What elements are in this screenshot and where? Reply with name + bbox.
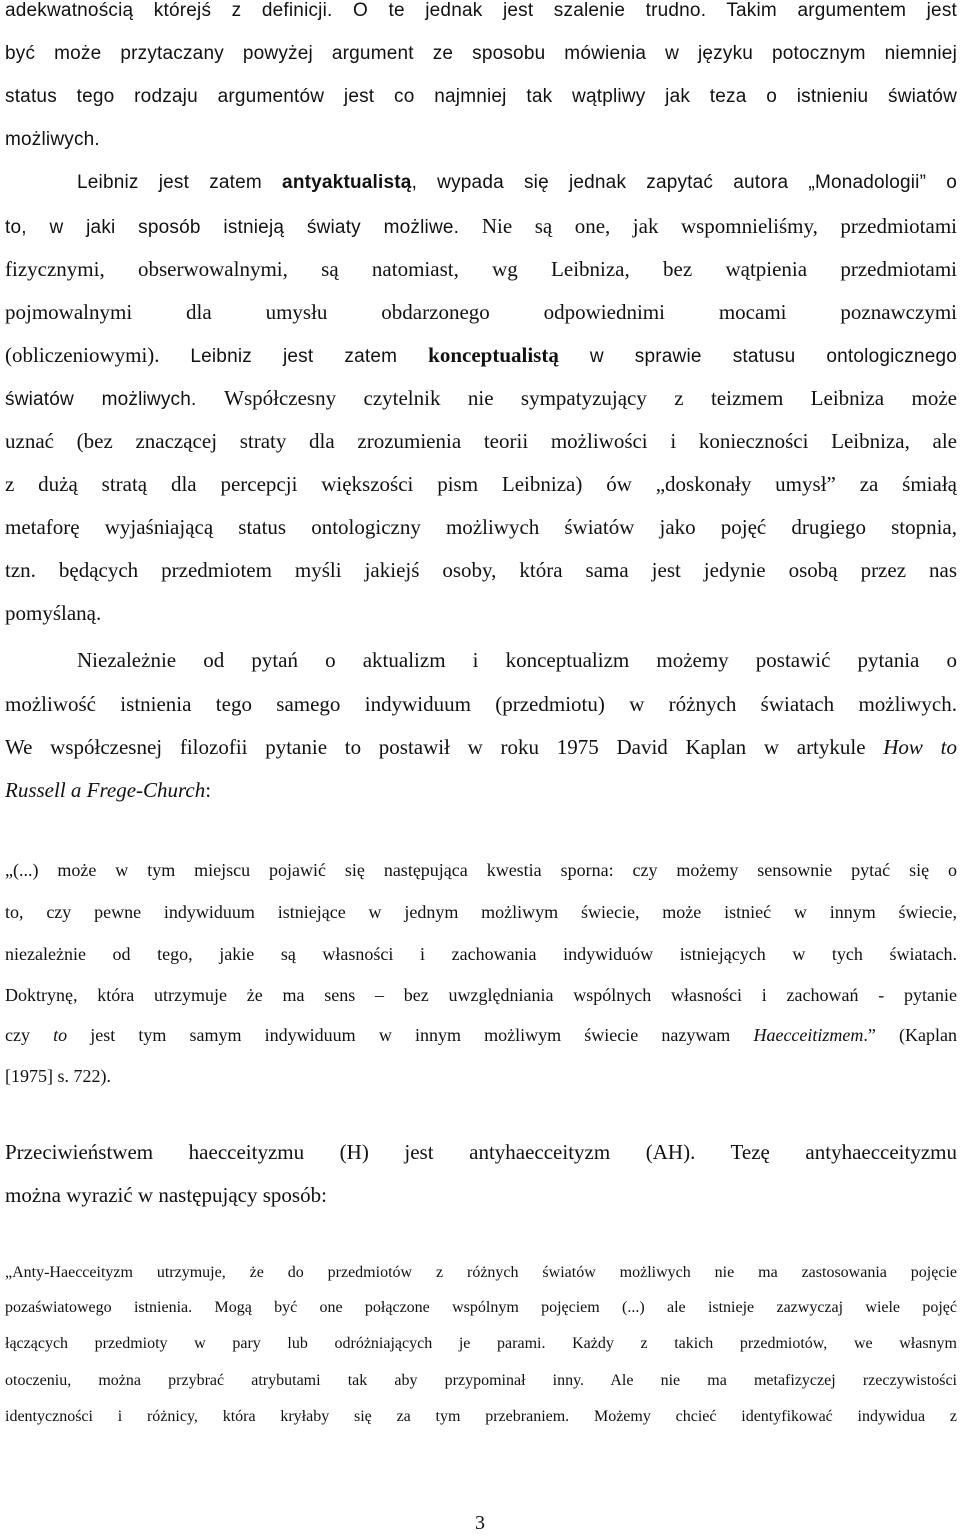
paragraph-3-line-3: We współczesnej filozofii pytanie to postawił w roku 1975 David Kaplan w artykule How to — [5, 735, 957, 759]
quote-2-line-3: łączących przedmioty w pary lub odróżniających je parami. Każdy z takich przedmiotów, we własnym — [5, 1335, 957, 1352]
paragraph-2-line-3: fizycznymi, obserwowalnymi, są natomiast, wg Leibniza, bez wątpienia przedmiotami — [5, 257, 957, 281]
term-haecceitizm: Haecceitizmem — [753, 1025, 864, 1045]
quote-1-line-6: [1975] s. 722). — [5, 1066, 111, 1086]
quote-1-line-3: niezależnie od tego, jakie są własności i zachowania indywiduów istniejących w tych światach. — [5, 944, 957, 964]
paragraph-2-line-11: pomyślaną. — [5, 601, 102, 625]
paragraph-3-line-1: Niezależnie od pytań o aktualizm i konceptualizm możemy postawić pytania o — [77, 648, 957, 672]
paragraph-1-line-2: być może przytaczany powyżej argument ze sposobu mówienia w języku potocznym niemniej — [5, 43, 957, 64]
paragraph-2-line-8: z dużą stratą dla percepcji większości pism Leibniza) ów „doskonały umysł” za śmiałą — [5, 472, 957, 496]
paragraph-1-line-4: możliwych. — [5, 129, 100, 150]
paragraph-3-line-4: Russell a Frege-Church: — [5, 778, 212, 802]
quote-2-line-2: pozaświatowego istnienia. Mogą być one połączone wspólnym pojęciem (...) ale istnieje zazwyczaj wiele pojęć — [5, 1299, 957, 1316]
term-konceptualista: konceptualistą — [428, 343, 559, 367]
paragraph-3-line-2: możliwość istnienia tego samego indywiduum (przedmiotu) w różnych światach możliwych. — [5, 692, 957, 716]
paragraph-1-line-3: status tego rodzaju argumentów jest co najmniej tak wątpliwy jak teza o istnieniu światów — [5, 86, 957, 107]
quote-1-line-4: Doktrynę, która utrzymuje że ma sens – bez uwzględniania wspólnych własności i zachowań - pytanie — [5, 985, 957, 1005]
paragraph-1-line-1: adekwatnością którejś z definicji. O te jednak jest szalenie trudno. Takim argumentem jest — [5, 0, 957, 21]
paragraph-2-line-9: metaforę wyjaśniającą status ontologiczny możliwych światów jako pojęć drugiego stopnia, — [5, 515, 957, 539]
paragraph-2-line-4: pojmowalnymi dla umysłu obdarzonego odpowiednimi mocami poznawczymi — [5, 300, 957, 324]
paragraph-2-line-7: uznać (bez znaczącej straty dla zrozumienia teorii możliwości i konieczności Leibniza, ale — [5, 429, 957, 453]
quote-1-line-2: to, czy pewne indywiduum istniejące w jednym możliwym świecie, może istnieć w innym świecie, — [5, 902, 957, 922]
quote-1-line-5: czy to jest tym samym indywiduum w innym możliwym świecie nazywam Haecceitizmem.” (Kaplan — [5, 1025, 957, 1045]
term-antyaktualista: antyaktualistą — [282, 172, 412, 193]
article-title-cont: Russell a Frege-Church — [5, 778, 206, 802]
article-title: How to — [883, 735, 957, 759]
paragraph-4-line-2: można wyrazić w następujący sposób: — [5, 1183, 327, 1207]
page-number: 3 — [475, 1512, 485, 1534]
paragraph-2-line-6: światów możliwych. Współczesny czytelnik nie sympatyzujący z teizmem Leibniza może — [5, 386, 957, 410]
quote-2-line-5: identyczności i różnicy, która kryłaby się za tym przebraniem. Możemy chcieć identyfikować indywidua z — [5, 1408, 957, 1425]
quote-2-line-4: otoczeniu, można przybrać atrybutami tak aby przypominał inny. Ale nie ma metafizyczej rzeczywistości — [5, 1372, 957, 1389]
paragraph-2-line-1: Leibniz jest zatem antyaktualistą, wypada się jednak zapytać autora „Monadologii” o — [77, 172, 957, 193]
quote-2-line-1: „Anty-Haecceityzm utrzymuje, że do przedmiotów z różnych światów możliwych nie ma zastosowania pojęcie — [5, 1264, 957, 1281]
paragraph-4-line-1: Przeciwieństwem haecceityzmu (H) jest antyhaecceityzm (AH). Tezę antyhaecceityzmu — [5, 1140, 957, 1164]
paragraph-2-line-10: tzn. będących przedmiotem myśli jakiejś osoby, która sama jest jedynie osobą przez nas — [5, 558, 957, 582]
quote-1-line-1: „(...) może w tym miejscu pojawić się następująca kwestia sporna: czy możemy sensownie pytać się o — [5, 860, 957, 880]
paragraph-2-line-2: to, w jaki sposób istnieją światy możliwe. Nie są one, jak wspomnieliśmy, przedmiotami — [5, 214, 957, 238]
paragraph-2-line-5: (obliczeniowymi). Leibniz jest zatem konceptualistą w sprawie statusu ontologicznego — [5, 343, 957, 367]
